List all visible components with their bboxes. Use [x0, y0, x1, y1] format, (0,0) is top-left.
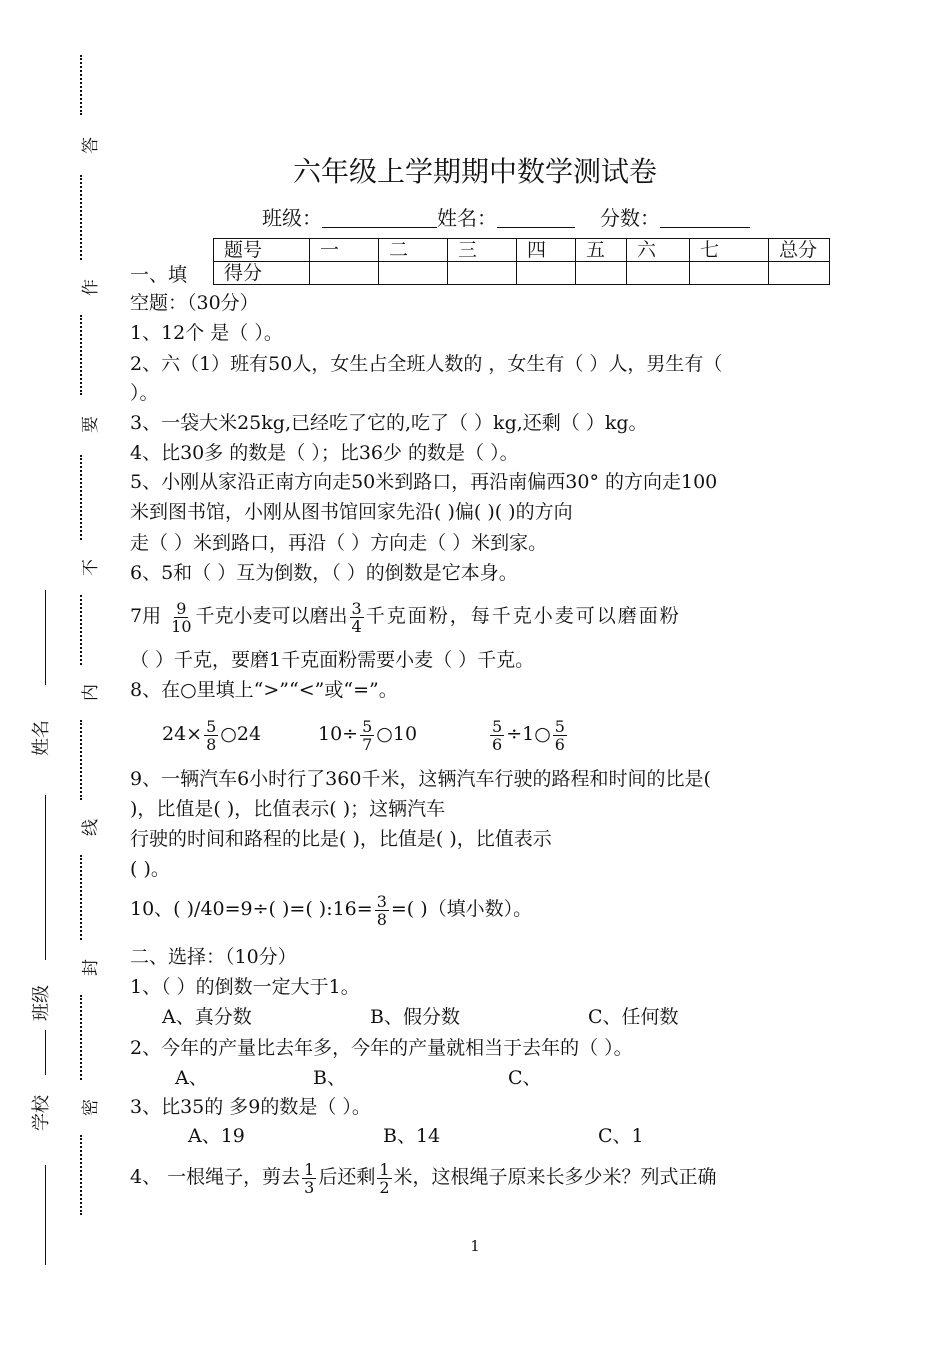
section1-heading-b: 空题：（30分）	[130, 292, 259, 314]
question-1-2a: 2、六（1）班有50人，女生占全班人数的 ，女生有（ ）人，男生有（	[130, 353, 723, 375]
q7-post: 千克面粉，每千克小麦可以磨面粉	[365, 605, 681, 627]
section2-heading: 二、选择：（10分）	[130, 946, 297, 968]
seal-dots-7	[80, 855, 92, 940]
score-header-cell: 题号	[214, 239, 310, 262]
seal-dots-5	[80, 595, 92, 665]
q8-fraction-3: $\frac{5}{6}$	[492, 716, 503, 754]
question-1-4: 4、比30多 的数是（ ）；比36少 的数是（ ）。	[130, 442, 519, 464]
seal-char-2: 作	[81, 279, 101, 296]
question-1-8-expr3: $\frac{5}{6}$ ÷1○ $\frac{5}{6}$	[492, 716, 565, 754]
question-1-5c: 走（ ）米到路口，再沿（ ）方向走（ ）米到家。	[130, 532, 548, 554]
question-1-8-expr1: 24× $\frac{5}{8}$ ○24	[162, 716, 262, 754]
question-2-1: 1、（ ）的倒数一定大于1。	[130, 976, 360, 998]
seal-dots-3	[80, 315, 92, 395]
score-blank[interactable]	[660, 207, 750, 228]
q8-fraction-4: $\frac{5}{6}$	[554, 716, 565, 754]
question-2-4: 4、 一根绳子，剪去 $\frac{1}{3}$ 后还剩 $\frac{1}{2}$ 米，这根绳子原来长多少米？列式正确	[130, 1159, 717, 1197]
seal-char-5: 内	[81, 684, 101, 701]
seal-char-1: 答	[81, 137, 101, 154]
q7-pre: 7用	[130, 605, 162, 627]
question-1-8: 8、在○里填上“>”“<”或“=”。	[130, 679, 398, 701]
score-header-cell: 三	[448, 239, 517, 262]
seal-dots-6	[80, 720, 92, 800]
score-cell[interactable]	[627, 262, 690, 285]
margin-school-label: 学校	[31, 1095, 52, 1131]
q2-1-option-b: B、假分数	[370, 1006, 460, 1028]
margin-class-label: 班级	[31, 985, 52, 1021]
margin-line-mid1	[45, 795, 46, 960]
margin-name-label: 姓名	[31, 720, 52, 756]
question-1-5a: 5、小刚从家沿正南方向走50米到路口，再沿南偏西30° 的方向走100	[130, 471, 718, 493]
q7-mid: 千克小麦可以磨出	[195, 605, 348, 627]
page-title: 六年级上学期期中数学测试卷	[292, 155, 657, 188]
score-label: 分数：	[600, 206, 660, 230]
q7-fraction-1: $\frac{9}{10}$	[171, 598, 192, 636]
q7-fraction-2: $\frac{3}{4}$	[351, 598, 362, 636]
question-1-2b: ）。	[130, 382, 159, 404]
q8-fraction-1: $\frac{5}{8}$	[206, 716, 217, 754]
score-header-cell: 四	[517, 239, 576, 262]
seal-dots-8	[80, 995, 92, 1080]
question-1-8-expr2: 10÷ $\frac{5}{7}$ ○10	[318, 716, 418, 754]
score-cell[interactable]	[769, 262, 830, 285]
q4-fraction-1: $\frac{1}{3}$	[304, 1159, 315, 1197]
question-1-1: 1、12个 是（ ）。	[130, 322, 283, 344]
score-table-score-row	[214, 262, 830, 285]
score-cell[interactable]	[448, 262, 517, 285]
q8-fraction-2: $\frac{5}{7}$	[362, 716, 373, 754]
q2-2-option-c: C、	[508, 1067, 542, 1089]
q2-3-option-b: B、14	[383, 1125, 441, 1147]
q4-fraction-2: $\frac{1}{2}$	[379, 1159, 390, 1197]
seal-dots-1	[80, 55, 92, 115]
question-1-9a: 9、一辆汽车6小时行了360千米，这辆汽车行驶的路程和时间的比是(	[130, 768, 711, 790]
score-header-cell: 七	[690, 239, 769, 262]
class-label: 班级：	[262, 206, 322, 230]
score-cell[interactable]	[310, 262, 379, 285]
section1-heading-a: 一、填	[130, 264, 188, 286]
score-table-header-row	[214, 239, 830, 262]
score-header-cell: 总分	[769, 239, 830, 262]
q10-fraction: $\frac{3}{8}$	[376, 891, 387, 929]
question-1-3: 3、一袋大米25kg,已经吃了它的,吃了（ ）kg,还剩（ ）kg。	[130, 412, 648, 434]
q2-1-option-c: C、任何数	[588, 1006, 679, 1028]
question-1-7b: （ ）千克，要磨1千克面粉需要小麦（ ）千克。	[130, 649, 535, 671]
q2-3-option-c: C、1	[598, 1125, 644, 1147]
score-row-label: 得分	[214, 262, 310, 285]
score-header-cell: 五	[576, 239, 627, 262]
seal-char-4: 不	[81, 559, 101, 576]
class-blank[interactable]	[322, 207, 437, 228]
score-table	[213, 238, 830, 285]
score-cell[interactable]	[690, 262, 769, 285]
score-cell[interactable]	[576, 262, 627, 285]
question-1-7a	[130, 594, 681, 638]
question-2-3: 3、比35的 多9的数是（ ）。	[130, 1096, 371, 1118]
score-header-cell: 一	[310, 239, 379, 262]
seal-char-7: 封	[81, 959, 101, 976]
seal-dots-9	[80, 1135, 92, 1215]
question-1-9c: 行驶的时间和路程的比是( )，比值是( )，比值表示	[130, 828, 552, 850]
q2-3-option-a: A、19	[188, 1125, 245, 1147]
q2-2-option-b: B、	[313, 1067, 346, 1089]
question-2-2: 2、今年的产量比去年多，今年的产量就相当于去年的（ ）。	[130, 1037, 633, 1059]
seal-dots-4	[80, 455, 92, 540]
seal-char-8: 密	[81, 1099, 101, 1116]
q2-1-option-a: A、真分数	[162, 1006, 252, 1028]
seal-char-3: 要	[81, 416, 101, 433]
margin-line-top	[45, 590, 46, 685]
q2-2-option-a: A、	[175, 1067, 208, 1089]
student-info-row	[262, 202, 750, 231]
score-cell[interactable]	[379, 262, 448, 285]
score-cell[interactable]	[517, 262, 576, 285]
score-header-cell: 六	[627, 239, 690, 262]
question-1-5b: 米到图书馆，小刚从图书馆回家先沿( )偏( )( )的方向	[130, 501, 573, 523]
question-1-9d: ( )。	[130, 858, 170, 880]
name-blank[interactable]	[497, 207, 575, 228]
score-header-cell: 二	[379, 239, 448, 262]
seal-char-6: 线	[81, 819, 101, 836]
margin-line-mid2	[45, 1030, 46, 1075]
name-label: 姓名：	[437, 206, 497, 230]
question-1-9b: )，比值是( )，比值表示( )；这辆汽车	[130, 798, 446, 820]
question-1-10: 10、( )/40=9÷( )=( ):16= $\frac{3}{8}$ =( )（填小数）。	[130, 891, 533, 929]
question-1-6: 6、5和（ ）互为倒数，（ ）的倒数是它本身。	[130, 562, 518, 584]
page-number: 1	[470, 1237, 480, 1255]
